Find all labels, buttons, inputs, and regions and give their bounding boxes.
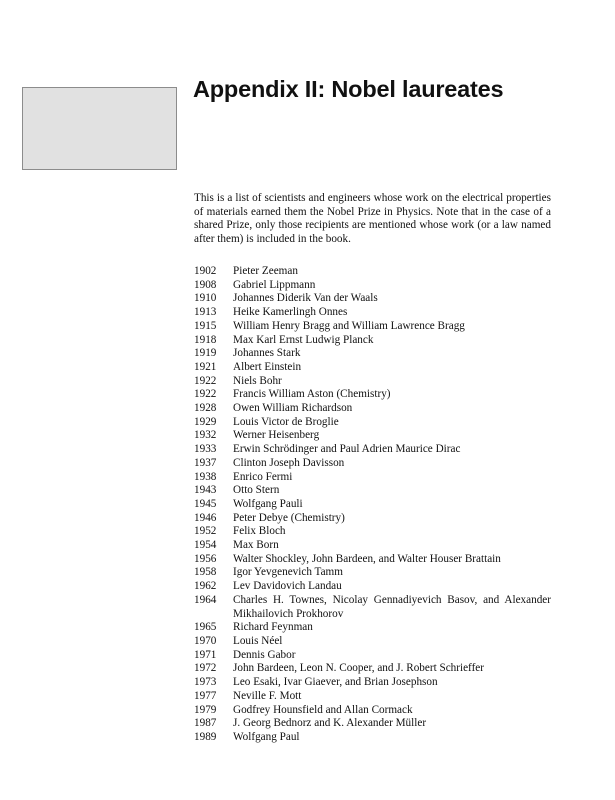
- laureate-year: 1918: [194, 333, 217, 346]
- laureate-year: 1922: [194, 388, 217, 401]
- laureate-year: 1977: [194, 689, 217, 702]
- intro-paragraph: This is a list of scientists and engineers whose work on the electrical properties of materials earned them the Nobel Prize in Physics. Note that in the case of a shared Prize, only those recipients are mentioned whose work (or a law named after them) is included in the book.: [194, 192, 551, 246]
- laureate-year: 1922: [194, 374, 217, 387]
- laureate-name: Dennis Gabor: [233, 648, 296, 661]
- laureate-name: Werner Heisenberg: [233, 429, 320, 442]
- list-item: [194, 457, 551, 471]
- list-item: [194, 279, 551, 293]
- laureate-year: 1952: [194, 525, 217, 538]
- page-title: Appendix II: Nobel laureates: [193, 76, 504, 102]
- list-item: [194, 717, 551, 731]
- laureate-year: 1943: [194, 484, 217, 497]
- laureate-year: 1908: [194, 278, 217, 291]
- laureate-name: Neville F. Mott: [233, 689, 302, 702]
- laureate-year: 1971: [194, 648, 217, 661]
- laureate-name: Leo Esaki, Ivar Giaever, and Brian Josephson: [233, 676, 438, 689]
- list-item: [194, 484, 551, 498]
- laureate-year: 1970: [194, 634, 217, 647]
- laureate-year: 1915: [194, 319, 217, 332]
- list-item: [194, 621, 551, 635]
- laureate-name: Charles H. Townes, Nicolay Gennadiyevich Basov, and Alexander Mikhailovich Prokhorov: [233, 593, 551, 620]
- laureate-year: 1933: [194, 443, 217, 456]
- laureate-year: 1972: [194, 662, 217, 675]
- laureate-year: 1910: [194, 292, 217, 305]
- laureate-year: 1987: [194, 717, 217, 730]
- list-item: [194, 375, 551, 389]
- list-item: [194, 306, 551, 320]
- laureate-name: Walter Shockley, John Bardeen, and Walter Houser Brattain: [233, 552, 501, 565]
- laureate-year: 1913: [194, 306, 217, 319]
- laureate-name: Wolfgang Paul: [233, 730, 300, 743]
- laureate-name: Clinton Joseph Davisson: [233, 456, 345, 469]
- laureate-name: Heike Kamerlingh Onnes: [233, 306, 348, 319]
- list-item: [194, 580, 551, 594]
- laureate-name: Niels Bohr: [233, 374, 282, 387]
- laureate-name: Igor Yevgenevich Tamm: [233, 566, 343, 579]
- laureate-name: Max Karl Ernst Ludwig Planck: [233, 333, 374, 346]
- laureate-year: 1964: [194, 593, 217, 606]
- laureate-name: Louis Victor de Broglie: [233, 415, 339, 428]
- laureate-name: Albert Einstein: [233, 360, 302, 373]
- laureate-year: 1938: [194, 470, 217, 483]
- laureate-name: Enrico Fermi: [233, 470, 293, 483]
- list-item: [194, 539, 551, 553]
- laureate-list: [194, 265, 551, 745]
- list-item: [194, 498, 551, 512]
- laureate-year: 1929: [194, 415, 217, 428]
- list-item: [194, 347, 551, 361]
- laureate-year: 1921: [194, 360, 217, 373]
- laureate-year: 1989: [194, 730, 217, 743]
- laureate-year: 1919: [194, 347, 217, 360]
- laureate-name: Max Born: [233, 539, 279, 552]
- list-item: [194, 704, 551, 718]
- list-item: [194, 416, 551, 430]
- laureate-name: Richard Feynman: [233, 621, 313, 634]
- laureate-year: 1928: [194, 402, 217, 415]
- list-item: [194, 635, 551, 649]
- list-item: [194, 553, 551, 567]
- list-item: [194, 594, 551, 621]
- laureate-name: J. Georg Bednorz and K. Alexander Müller: [233, 717, 427, 730]
- laureate-year: 1937: [194, 456, 217, 469]
- list-item: [194, 429, 551, 443]
- list-item: [194, 402, 551, 416]
- list-item: [194, 690, 551, 704]
- laureate-name: Pieter Zeeman: [233, 265, 298, 277]
- laureate-year: 1958: [194, 566, 217, 579]
- laureate-year: 1979: [194, 703, 217, 716]
- list-item: [194, 320, 551, 334]
- laureate-name: Louis Néel: [233, 634, 283, 647]
- laureate-name: William Henry Bragg and William Lawrence Bragg: [233, 319, 465, 332]
- laureate-name: Otto Stern: [233, 484, 280, 497]
- list-item: [194, 265, 551, 279]
- list-item: [194, 292, 551, 306]
- laureate-name: John Bardeen, Leon N. Cooper, and J. Robert Schrieffer: [233, 662, 484, 675]
- laureate-name: Johannes Stark: [233, 347, 301, 360]
- laureate-name: Wolfgang Pauli: [233, 497, 303, 510]
- laureate-name: Francis William Aston (Chemistry): [233, 388, 391, 401]
- laureate-year: 1946: [194, 511, 217, 524]
- laureate-name: Lev Davidovich Landau: [233, 580, 342, 593]
- list-item: [194, 471, 551, 485]
- list-item: [194, 566, 551, 580]
- list-item: [194, 361, 551, 375]
- laureate-year: 1932: [194, 429, 217, 442]
- laureate-year: 1965: [194, 621, 217, 634]
- laureate-name: Godfrey Hounsfield and Allan Cormack: [233, 703, 413, 716]
- laureate-year: 1954: [194, 539, 217, 552]
- list-item: [194, 512, 551, 526]
- laureate-name: Gabriel Lippmann: [233, 278, 316, 291]
- list-item: [194, 525, 551, 539]
- list-item: [194, 731, 551, 745]
- list-item: [194, 676, 551, 690]
- list-item: [194, 388, 551, 402]
- laureate-year: 1962: [194, 580, 217, 593]
- list-item: [194, 662, 551, 676]
- laureate-year: 1902: [194, 265, 217, 277]
- list-item: [194, 443, 551, 457]
- placeholder-box: [22, 87, 177, 170]
- laureate-year: 1945: [194, 497, 217, 510]
- laureate-name: Peter Debye (Chemistry): [233, 511, 345, 524]
- list-item: [194, 334, 551, 348]
- laureate-year: 1973: [194, 676, 217, 689]
- list-item: [194, 649, 551, 663]
- laureate-name: Felix Bloch: [233, 525, 286, 538]
- laureate-name: Johannes Diderik Van der Waals: [233, 292, 378, 305]
- laureate-name: Erwin Schrödinger and Paul Adrien Maurice Dirac: [233, 443, 461, 456]
- laureate-name: Owen William Richardson: [233, 402, 353, 415]
- laureate-year: 1956: [194, 552, 217, 565]
